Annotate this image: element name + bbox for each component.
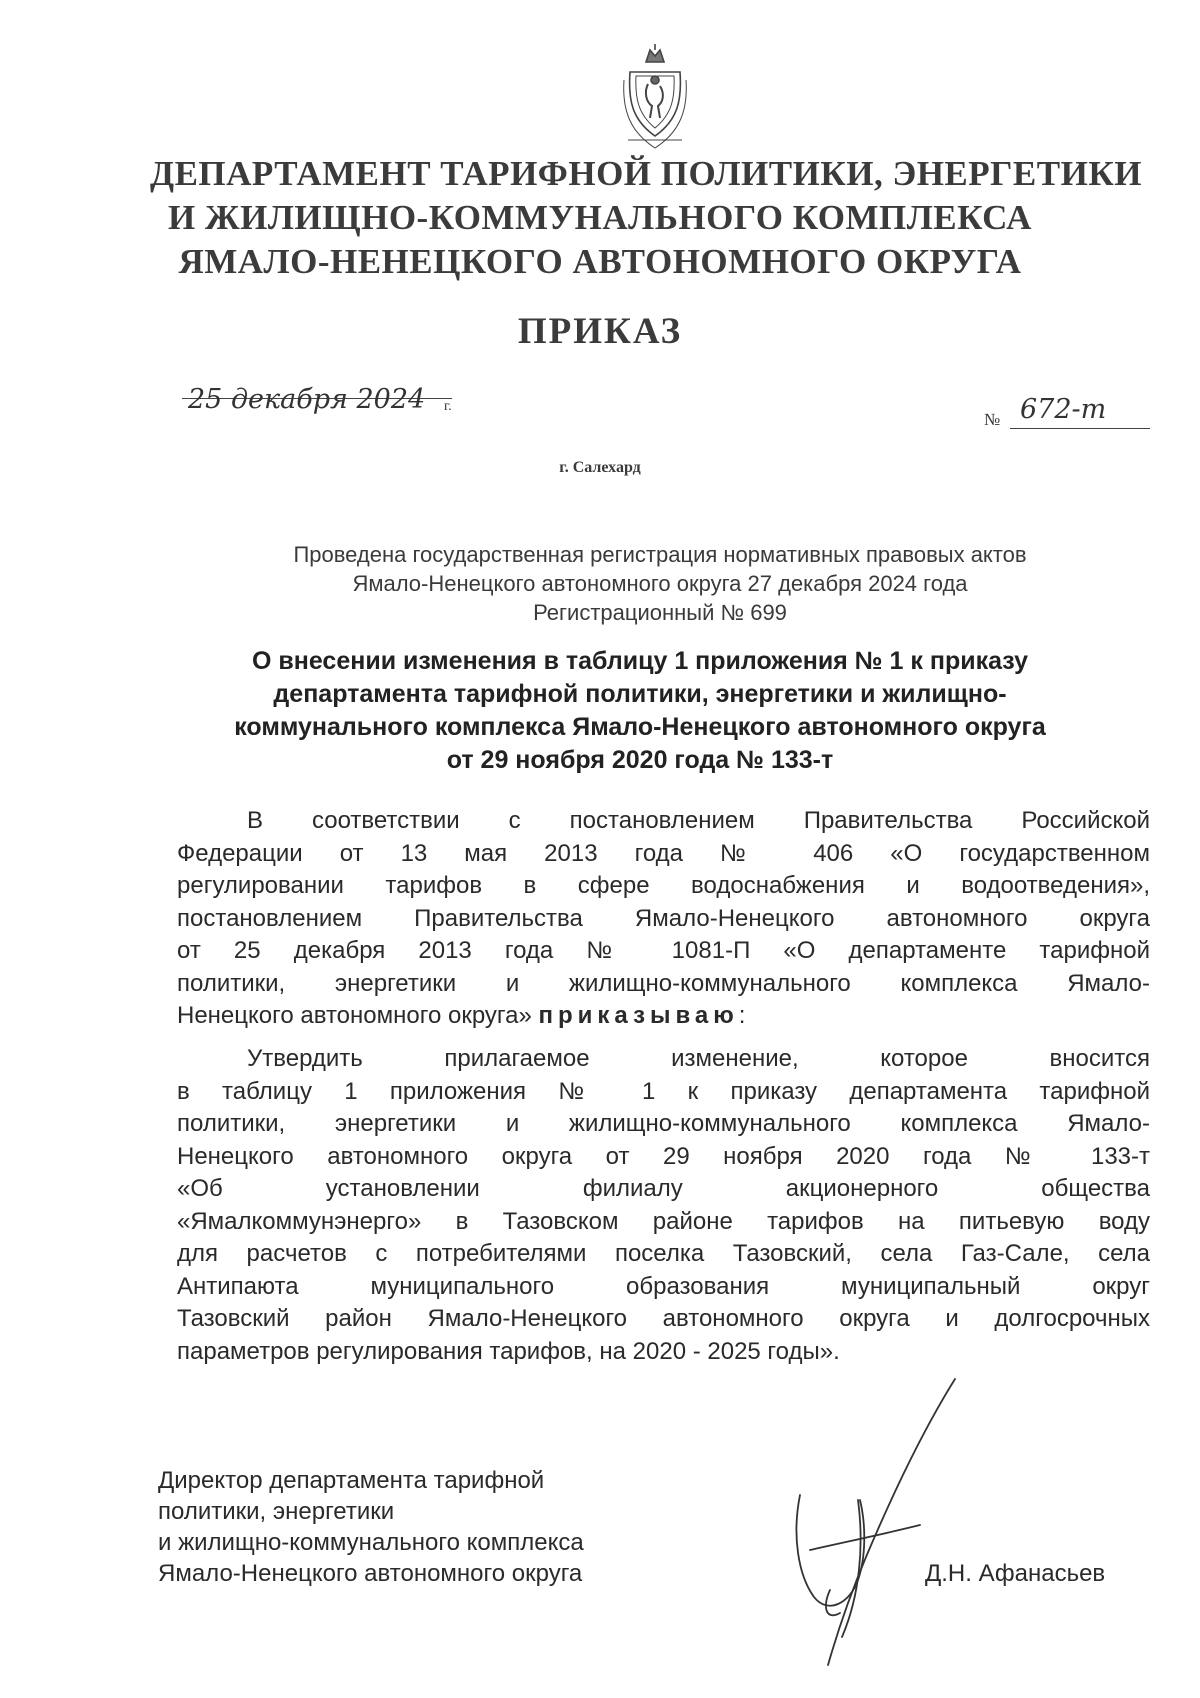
signer-position-line: Директор департамента тарифной [158,1467,545,1494]
number-label: № [984,410,1001,429]
number-underline [1010,428,1150,429]
order-subject [150,645,1130,777]
signer-position [158,1465,584,1589]
department-line: И ЖИЛИЩНО-КОММУНАЛЬНОГО КОМПЛЕКСА [168,198,1032,237]
paragraph-line: В соответствии с постановлением Правительства Российской [247,807,1150,834]
paragraph-line: политики, энергетики и жилищно-коммунального комплекса Ямало- [177,1110,1150,1137]
registration-stamp [210,540,1110,627]
paragraph-line: Ненецкого автономного округа от 29 ноября 2020 года № 133-т [177,1142,1150,1170]
paragraph-line: «Об установлении филиалу акционерного общества [177,1175,1150,1202]
date-year-suffix: г. [444,399,452,414]
paragraph-line: Утвердить прилагаемое изменение, которое вносится [247,1045,1150,1072]
order-number: 672-т [1020,394,1107,425]
paragraph-line: постановлением Правительства Ямало-Ненецкого автономного округа [177,904,1150,932]
department-line: ЯМАЛО-НЕНЕЦКОГО АВТОНОМНОГО ОКРУГА [178,242,1022,281]
department-name [150,152,1142,284]
handwritten-signature-icon [770,1375,970,1675]
paragraph-line: Федерации от 13 мая 2013 года № 406 «О государственном [177,839,1150,867]
registration-line: Проведена государственная регистрация нормативных правовых актов [293,542,1027,567]
subject-line: коммунального комплекса Ямало-Ненецкого автономного округа [234,713,1046,741]
paragraph-line: для расчетов с потребителями поселка Тазовский, села Газ-Сале, села [177,1240,1150,1267]
subject-line: департамента тарифной политики, энергетики и жилищно- [273,680,1007,708]
colon: : [738,1002,746,1029]
signer-position-line: политики, энергетики [158,1498,395,1525]
paragraph-line: регулировании тарифов в сфере водоснабжения и водоотведения», [177,872,1150,899]
signer-position-line: и жилищно-коммунального комплекса [158,1529,584,1556]
signer-position-line: Ямало-Ненецкого автономного округа [158,1560,583,1587]
issue-city: г. Салехард [559,459,641,476]
paragraph-line: политики, энергетики и жилищно-коммунального комплекса Ямало- [177,969,1150,997]
yamal-coat-of-arms-icon [620,40,690,155]
registration-line: Ямало-Ненецкого автономного округа 27 декабря 2024 года [352,571,968,596]
paragraph-line: от 25 декабря 2013 года № 1081-П «О департаменте тарифной [177,937,1150,964]
document-type-title: ПРИКАЗ [517,311,683,352]
paragraph-line: Тазовский район Ямало-Ненецкого автономного округа и долгосрочных [177,1305,1150,1332]
signer-name: Д.Н. Афанасьев [925,1560,1106,1587]
order-date: 25 декабря 2024 [188,384,426,415]
order-word: приказываю [538,1002,739,1029]
paragraph-line: в таблицу 1 приложения № 1 к приказу департамента тарифной [177,1077,1150,1105]
paragraph-line: параметров регулирования тарифов, на 2020 - 2025 годы». [177,1337,840,1365]
approval-paragraph [177,1043,1150,1368]
subject-line: от 29 ноября 2020 года № 133-т [446,746,834,774]
paragraph-line: Антипаюта муниципального образования муниципальный округ [177,1272,1150,1300]
preamble-paragraph [177,805,1150,1033]
department-line: ДЕПАРТАМЕНТ ТАРИФНОЙ ПОЛИТИКИ, ЭНЕРГЕТИКИ [150,154,1142,193]
registration-line: Регистрационный № 699 [533,600,787,625]
paragraph-line: «Ямалкоммунэнерго» в Тазовском районе тарифов на питьевую воду [177,1207,1150,1235]
subject-line: О внесении изменения в таблицу 1 приложения № 1 к приказу [251,647,1029,675]
paragraph-line: Ненецкого автономного округа» [177,1002,532,1029]
